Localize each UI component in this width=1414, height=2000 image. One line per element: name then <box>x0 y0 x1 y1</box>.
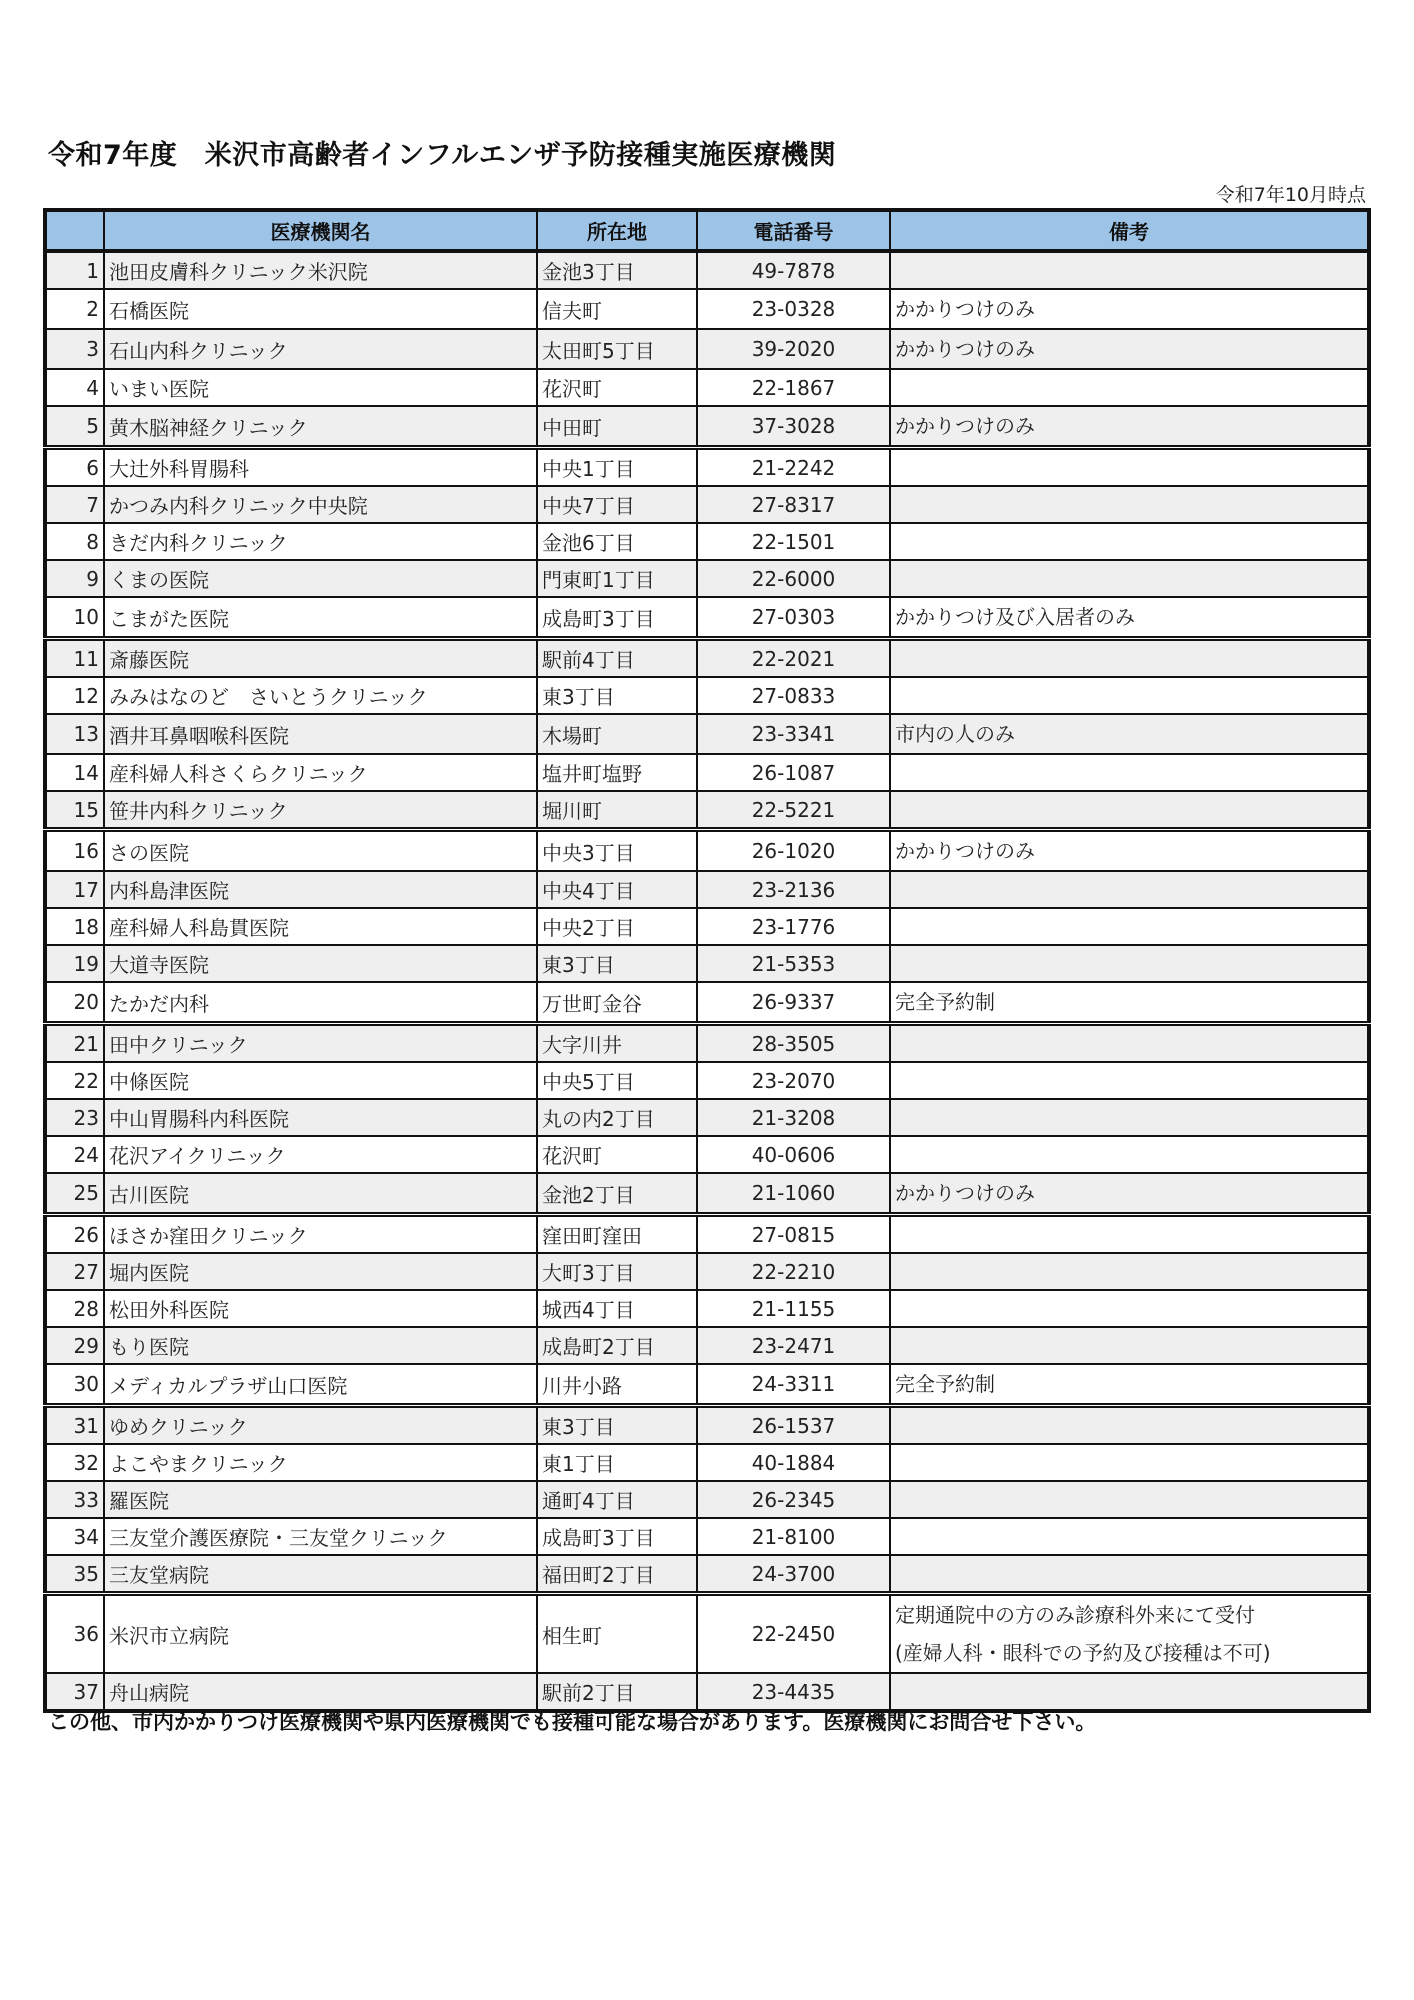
facility-note <box>890 1555 1369 1594</box>
facility-address: 金池6丁目 <box>537 523 697 560</box>
facility-phone: 23-4435 <box>697 1673 890 1711</box>
facility-phone: 23-0328 <box>697 289 890 329</box>
facility-name: 酒井耳鼻咽喉科医院 <box>104 714 537 754</box>
facility-table-container <box>43 208 1367 1713</box>
row-no: 25 <box>45 1173 104 1215</box>
table-row <box>45 597 1369 639</box>
row-no: 21 <box>45 1024 104 1063</box>
table-row <box>45 1062 1369 1099</box>
facility-name: 中山胃腸科内科医院 <box>104 1099 537 1136</box>
row-no: 32 <box>45 1444 104 1481</box>
facility-note <box>890 1099 1369 1136</box>
facility-phone: 21-1060 <box>697 1173 890 1215</box>
facility-name: 大辻外科胃腸科 <box>104 448 537 487</box>
table-row <box>45 1555 1369 1594</box>
header-name: 医療機関名 <box>104 210 537 251</box>
facility-phone: 23-2136 <box>697 871 890 908</box>
table-row <box>45 1099 1369 1136</box>
row-no: 13 <box>45 714 104 754</box>
table-row <box>45 1364 1369 1406</box>
table-row <box>45 639 1369 678</box>
facility-phone: 28-3505 <box>697 1024 890 1063</box>
row-no: 20 <box>45 982 104 1024</box>
facility-name: メディカルプラザ山口医院 <box>104 1364 537 1406</box>
facility-name: 大道寺医院 <box>104 945 537 982</box>
facility-phone: 26-9337 <box>697 982 890 1024</box>
row-no: 2 <box>45 289 104 329</box>
facility-note <box>890 908 1369 945</box>
facility-address: 花沢町 <box>537 1136 697 1173</box>
facility-phone: 23-1776 <box>697 908 890 945</box>
facility-note <box>890 1062 1369 1099</box>
row-no: 22 <box>45 1062 104 1099</box>
facility-address: 信夫町 <box>537 289 697 329</box>
facility-name: 三友堂病院 <box>104 1555 537 1594</box>
facility-note <box>890 1136 1369 1173</box>
header-address: 所在地 <box>537 210 697 251</box>
facility-address: 中田町 <box>537 406 697 448</box>
facility-address: 中央2丁目 <box>537 908 697 945</box>
facility-note <box>890 791 1369 830</box>
facility-name: 池田皮膚科クリニック米沢院 <box>104 251 537 289</box>
row-no: 12 <box>45 677 104 714</box>
facility-name: ゆめクリニック <box>104 1406 537 1445</box>
facility-phone: 22-1501 <box>697 523 890 560</box>
facility-address: 万世町金谷 <box>537 982 697 1024</box>
facility-name: 笹井内科クリニック <box>104 791 537 830</box>
row-no: 9 <box>45 560 104 597</box>
facility-name: 斎藤医院 <box>104 639 537 678</box>
table-row <box>45 329 1369 369</box>
facility-address: 金池3丁目 <box>537 251 697 289</box>
facility-phone: 22-6000 <box>697 560 890 597</box>
facility-address: 東1丁目 <box>537 1444 697 1481</box>
facility-note: 市内の人のみ <box>890 714 1369 754</box>
facility-name: 花沢アイクリニック <box>104 1136 537 1173</box>
facility-phone: 21-3208 <box>697 1099 890 1136</box>
facility-phone: 26-1087 <box>697 754 890 791</box>
footer-note: この他、市内かかりつけ医療機関や県内医療機関でも接種可能な場合があります。医療機関にお問合せ下さい。 <box>48 1710 1097 1734</box>
facility-phone: 40-1884 <box>697 1444 890 1481</box>
facility-note <box>890 754 1369 791</box>
facility-name: 田中クリニック <box>104 1024 537 1063</box>
table-row <box>45 945 1369 982</box>
row-no: 4 <box>45 369 104 406</box>
facility-note <box>890 639 1369 678</box>
row-no: 6 <box>45 448 104 487</box>
row-no: 26 <box>45 1215 104 1254</box>
page-title: 令和7年度 米沢市高齢者インフルエンザ予防接種実施医療機関 <box>48 140 837 171</box>
facility-phone: 26-1537 <box>697 1406 890 1445</box>
facility-address: 東3丁目 <box>537 945 697 982</box>
table-row <box>45 754 1369 791</box>
row-no: 17 <box>45 871 104 908</box>
facility-note-line-2: (産婦人科・眼科での予約及び接種は不可) <box>895 1641 1271 1665</box>
facility-phone: 27-8317 <box>697 486 890 523</box>
facility-phone: 22-2450 <box>697 1594 890 1674</box>
table-body <box>45 251 1369 1711</box>
table-row <box>45 1327 1369 1364</box>
facility-name: さの医院 <box>104 830 537 872</box>
facility-address: 駅前4丁目 <box>537 639 697 678</box>
row-no: 34 <box>45 1518 104 1555</box>
table-row <box>45 448 1369 487</box>
facility-note <box>890 871 1369 908</box>
facility-name: くまの医院 <box>104 560 537 597</box>
facility-phone: 26-1020 <box>697 830 890 872</box>
row-no: 35 <box>45 1555 104 1594</box>
table-row <box>45 791 1369 830</box>
facility-note-line-1: 定期通院中の方のみ診療科外来にて受付 <box>895 1603 1255 1627</box>
facility-note <box>890 560 1369 597</box>
facility-address: 塩井町塩野 <box>537 754 697 791</box>
facility-note <box>890 1327 1369 1364</box>
facility-table <box>43 208 1371 1713</box>
header-note: 備考 <box>890 210 1369 251</box>
facility-note <box>890 1481 1369 1518</box>
facility-phone: 21-2242 <box>697 448 890 487</box>
table-row <box>45 1444 1369 1481</box>
facility-name: きだ内科クリニック <box>104 523 537 560</box>
table-row <box>45 1518 1369 1555</box>
row-no: 15 <box>45 791 104 830</box>
facility-name: 松田外科医院 <box>104 1290 537 1327</box>
row-no: 1 <box>45 251 104 289</box>
facility-name: こまがた医院 <box>104 597 537 639</box>
facility-name: 羅医院 <box>104 1481 537 1518</box>
row-no: 33 <box>45 1481 104 1518</box>
facility-phone: 22-5221 <box>697 791 890 830</box>
facility-address: 成島町3丁目 <box>537 597 697 639</box>
facility-name: 堀内医院 <box>104 1253 537 1290</box>
facility-phone: 24-3700 <box>697 1555 890 1594</box>
facility-note <box>890 1290 1369 1327</box>
row-no: 29 <box>45 1327 104 1364</box>
facility-phone: 22-1867 <box>697 369 890 406</box>
facility-note: かかりつけのみ <box>890 1173 1369 1215</box>
facility-address: 城西4丁目 <box>537 1290 697 1327</box>
table-row <box>45 714 1369 754</box>
facility-address: 木場町 <box>537 714 697 754</box>
facility-name: たかだ内科 <box>104 982 537 1024</box>
table-row <box>45 871 1369 908</box>
facility-phone: 23-3341 <box>697 714 890 754</box>
facility-phone: 21-8100 <box>697 1518 890 1555</box>
table-row <box>45 486 1369 523</box>
table-row <box>45 982 1369 1024</box>
facility-name: 中條医院 <box>104 1062 537 1099</box>
table-header-row <box>45 210 1369 251</box>
facility-note: かかりつけのみ <box>890 289 1369 329</box>
facility-address: 中央7丁目 <box>537 486 697 523</box>
facility-note <box>890 1024 1369 1063</box>
row-no: 27 <box>45 1253 104 1290</box>
facility-address: 太田町5丁目 <box>537 329 697 369</box>
facility-address: 堀川町 <box>537 791 697 830</box>
facility-note <box>890 486 1369 523</box>
facility-note <box>890 1518 1369 1555</box>
facility-note <box>890 369 1369 406</box>
row-no: 14 <box>45 754 104 791</box>
facility-note: かかりつけのみ <box>890 830 1369 872</box>
facility-phone: 40-0606 <box>697 1136 890 1173</box>
facility-name: ほさか窪田クリニック <box>104 1215 537 1254</box>
facility-note <box>890 448 1369 487</box>
facility-name: 古川医院 <box>104 1173 537 1215</box>
facility-phone: 21-1155 <box>697 1290 890 1327</box>
facility-phone: 21-5353 <box>697 945 890 982</box>
facility-note <box>890 523 1369 560</box>
facility-name: 内科島津医院 <box>104 871 537 908</box>
facility-phone: 39-2020 <box>697 329 890 369</box>
row-no: 30 <box>45 1364 104 1406</box>
facility-address: 福田町2丁目 <box>537 1555 697 1594</box>
facility-address: 中央4丁目 <box>537 871 697 908</box>
facility-note <box>890 1406 1369 1445</box>
facility-address: 成島町3丁目 <box>537 1518 697 1555</box>
facility-note: かかりつけのみ <box>890 329 1369 369</box>
facility-address: 中央3丁目 <box>537 830 697 872</box>
facility-note: かかりつけ及び入居者のみ <box>890 597 1369 639</box>
facility-phone: 27-0815 <box>697 1215 890 1254</box>
facility-address: 金池2丁目 <box>537 1173 697 1215</box>
facility-address: 東3丁目 <box>537 677 697 714</box>
facility-phone: 23-2471 <box>697 1327 890 1364</box>
row-no: 11 <box>45 639 104 678</box>
facility-address: 川井小路 <box>537 1364 697 1406</box>
row-no: 7 <box>45 486 104 523</box>
table-row <box>45 1290 1369 1327</box>
facility-name: 米沢市立病院 <box>104 1594 537 1674</box>
facility-address: 通町4丁目 <box>537 1481 697 1518</box>
table-row <box>45 406 1369 448</box>
facility-name: 産科婦人科さくらクリニック <box>104 754 537 791</box>
table-row <box>45 369 1369 406</box>
facility-phone: 27-0833 <box>697 677 890 714</box>
row-no: 24 <box>45 1136 104 1173</box>
as-of-date: 令和7年10月時点 <box>1215 184 1366 206</box>
facility-name: 石山内科クリニック <box>104 329 537 369</box>
facility-note <box>890 677 1369 714</box>
facility-name: よこやまクリニック <box>104 1444 537 1481</box>
facility-address: 窪田町窪田 <box>537 1215 697 1254</box>
row-no: 8 <box>45 523 104 560</box>
row-no: 10 <box>45 597 104 639</box>
facility-phone: 22-2210 <box>697 1253 890 1290</box>
facility-address: 大町3丁目 <box>537 1253 697 1290</box>
table-row <box>45 830 1369 872</box>
facility-note: かかりつけのみ <box>890 406 1369 448</box>
facility-address: 東3丁目 <box>537 1406 697 1445</box>
facility-note <box>890 1444 1369 1481</box>
facility-name: みみはなのど さいとうクリニック <box>104 677 537 714</box>
table-row <box>45 1481 1369 1518</box>
facility-phone: 22-2021 <box>697 639 890 678</box>
facility-phone: 26-2345 <box>697 1481 890 1518</box>
facility-address: 成島町2丁目 <box>537 1327 697 1364</box>
facility-note: 完全予約制 <box>890 982 1369 1024</box>
facility-phone: 27-0303 <box>697 597 890 639</box>
facility-address: 中央5丁目 <box>537 1062 697 1099</box>
facility-address: 中央1丁目 <box>537 448 697 487</box>
table-row <box>45 1406 1369 1445</box>
facility-name: 舟山病院 <box>104 1673 537 1711</box>
table-row <box>45 1253 1369 1290</box>
table-row <box>45 560 1369 597</box>
header-phone: 電話番号 <box>697 210 890 251</box>
row-no: 18 <box>45 908 104 945</box>
facility-name: いまい医院 <box>104 369 537 406</box>
table-row <box>45 908 1369 945</box>
table-row <box>45 1173 1369 1215</box>
facility-address: 相生町 <box>537 1594 697 1674</box>
table-row <box>45 1215 1369 1254</box>
row-no: 3 <box>45 329 104 369</box>
table-row <box>45 1024 1369 1063</box>
facility-name: 産科婦人科島貫医院 <box>104 908 537 945</box>
row-no: 19 <box>45 945 104 982</box>
header-no <box>45 210 104 251</box>
table-row <box>45 523 1369 560</box>
facility-address: 大字川井 <box>537 1024 697 1063</box>
row-no: 31 <box>45 1406 104 1445</box>
facility-note: 完全予約制 <box>890 1364 1369 1406</box>
facility-phone: 23-2070 <box>697 1062 890 1099</box>
facility-phone: 49-7878 <box>697 251 890 289</box>
row-no: 28 <box>45 1290 104 1327</box>
table-row <box>45 1136 1369 1173</box>
facility-name: 三友堂介護医療院・三友堂クリニック <box>104 1518 537 1555</box>
facility-phone: 24-3311 <box>697 1364 890 1406</box>
facility-note <box>890 1253 1369 1290</box>
row-no: 23 <box>45 1099 104 1136</box>
facility-phone: 37-3028 <box>697 406 890 448</box>
row-no: 36 <box>45 1594 104 1674</box>
row-no: 16 <box>45 830 104 872</box>
facility-note <box>890 251 1369 289</box>
facility-note <box>890 1215 1369 1254</box>
table-row <box>45 1594 1369 1674</box>
table-row <box>45 289 1369 329</box>
facility-name: かつみ内科クリニック中央院 <box>104 486 537 523</box>
facility-address: 駅前2丁目 <box>537 1673 697 1711</box>
facility-name: 石橋医院 <box>104 289 537 329</box>
table-row <box>45 677 1369 714</box>
facility-name: もり医院 <box>104 1327 537 1364</box>
row-no: 37 <box>45 1673 104 1711</box>
row-no: 5 <box>45 406 104 448</box>
facility-address: 門東町1丁目 <box>537 560 697 597</box>
facility-address: 花沢町 <box>537 369 697 406</box>
facility-note <box>890 945 1369 982</box>
facility-name: 黄木脳神経クリニック <box>104 406 537 448</box>
table-row <box>45 251 1369 289</box>
facility-note <box>890 1594 1369 1674</box>
facility-address: 丸の内2丁目 <box>537 1099 697 1136</box>
